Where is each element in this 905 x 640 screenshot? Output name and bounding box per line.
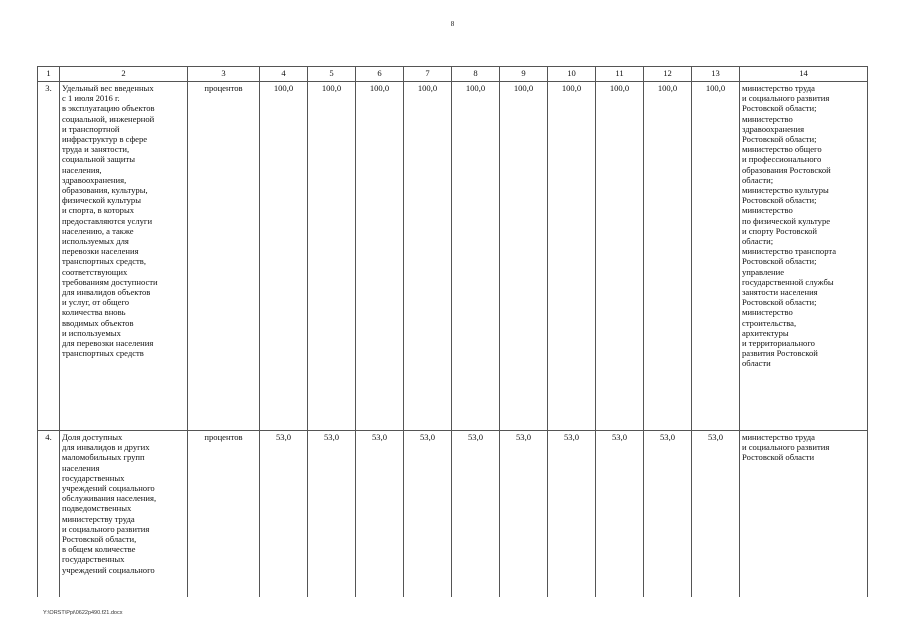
header-cell: 6	[356, 67, 404, 82]
table-row	[38, 431, 868, 598]
header-cell: 3	[188, 67, 260, 82]
header-cell: 5	[308, 67, 356, 82]
value-cell: 53,0	[356, 431, 404, 598]
header-cell: 1	[38, 67, 60, 82]
file-path-footer: Y:\ORST\Ppi\0622p490.f21.docx	[43, 610, 123, 616]
header-cell: 10	[548, 67, 596, 82]
value-cell: 53,0	[692, 431, 740, 598]
header-cell: 7	[404, 67, 452, 82]
value-cell: 53,0	[644, 431, 692, 598]
value-cell: 53,0	[260, 431, 308, 598]
value-cell: 53,0	[596, 431, 644, 598]
header-cell: 11	[596, 67, 644, 82]
value-cell: 100,0	[500, 82, 548, 431]
table-row	[38, 82, 868, 431]
unit-cell: процентов	[188, 82, 260, 431]
responsible-cell: министерство труда и социального развития Ростовской области; министерство здравоохранения Ростовской области; министерство общего и профессионального образования Ростовской области; министерство культуры Ростовской области; министерство по физической культуре и спорту Ростовской области; министерство транспорта Ростовской области; управление государственной службы занятости населения Ростовской области; министерство строительства, архитектуры и территориального развития Ростовской области	[740, 82, 868, 431]
header-cell: 14	[740, 67, 868, 82]
row-number: 4.	[38, 431, 60, 598]
value-cell: 53,0	[404, 431, 452, 598]
value-cell: 100,0	[548, 82, 596, 431]
header-cell: 2	[60, 67, 188, 82]
unit-cell: процентов	[188, 431, 260, 598]
value-cell: 53,0	[308, 431, 356, 598]
value-cell: 53,0	[548, 431, 596, 598]
responsible-cell: министерство труда и социального развития Ростовской области	[740, 431, 868, 598]
header-cell: 13	[692, 67, 740, 82]
header-cell: 4	[260, 67, 308, 82]
value-cell: 53,0	[452, 431, 500, 598]
indicator-name: Доля доступных для инвалидов и других маломобильных групп населения государственных учреждений социального обслуживания населения, подведомственных министерству труда и социального развития Ростовской области, в общем количестве государственных учреждений социального	[60, 431, 188, 598]
value-cell: 100,0	[308, 82, 356, 431]
page-number: 8	[450, 20, 455, 28]
value-cell: 100,0	[404, 82, 452, 431]
indicator-name: Удельный вес введенных с 1 июля 2016 г. в эксплуатацию объектов социальной, инженерной и транспортной инфраструктур в сфере труда и занятости, социальной защиты населения, здравоохранения, образования, культуры, физической культуры и спорта, в которых предоставляются услуги населению, а также используемых для перевозки населения транспортных средств, соответствующих требованиям доступности для инвалидов объектов и услуг, от общего количества вновь вводимых объектов и используемых для перевозки населения транспортных средств	[60, 82, 188, 431]
header-cell: 8	[452, 67, 500, 82]
value-cell: 100,0	[260, 82, 308, 431]
table-header-row	[38, 67, 868, 82]
value-cell: 100,0	[596, 82, 644, 431]
row-number: 3.	[38, 82, 60, 431]
indicators-table	[37, 66, 868, 597]
value-cell: 100,0	[356, 82, 404, 431]
value-cell: 100,0	[692, 82, 740, 431]
header-cell: 9	[500, 67, 548, 82]
value-cell: 53,0	[500, 431, 548, 598]
value-cell: 100,0	[452, 82, 500, 431]
header-cell: 12	[644, 67, 692, 82]
value-cell: 100,0	[644, 82, 692, 431]
